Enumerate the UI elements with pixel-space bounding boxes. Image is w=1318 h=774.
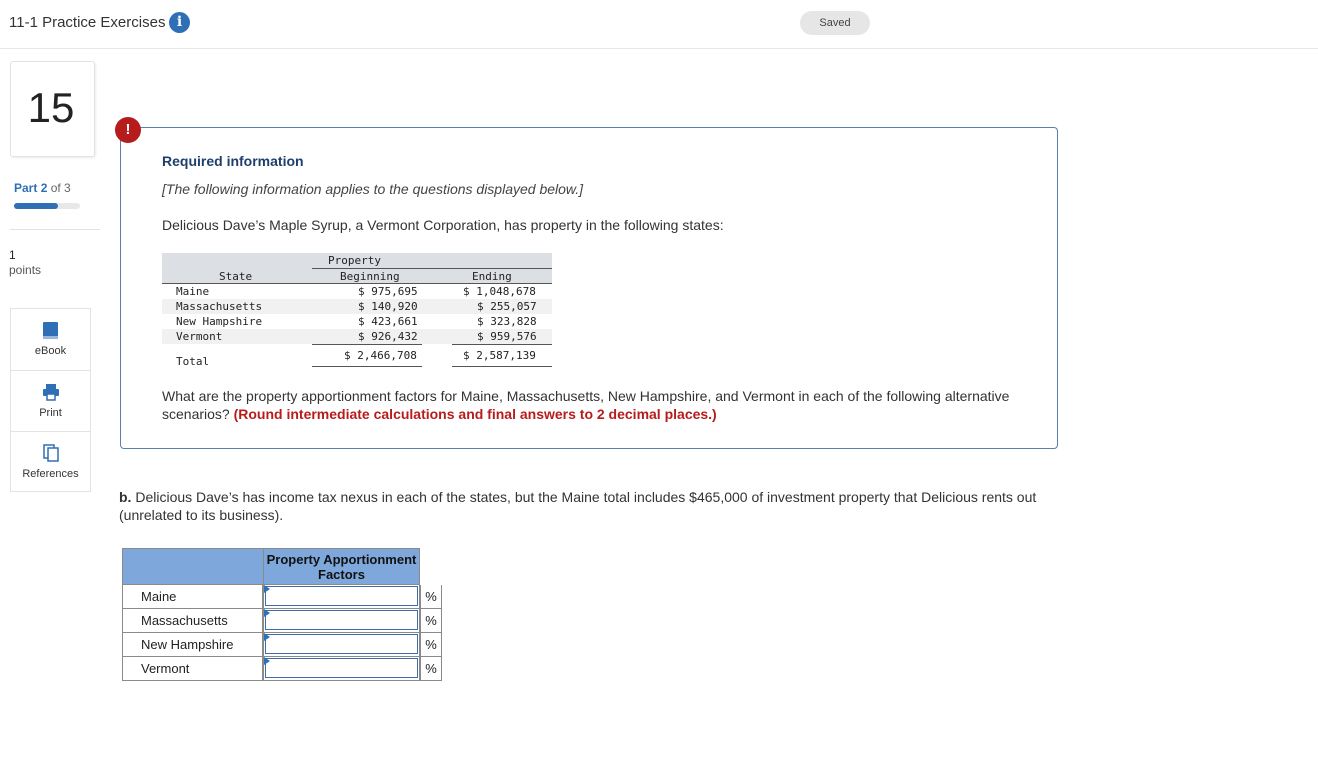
- row-state: Massachusetts: [176, 300, 263, 313]
- part-current: 2: [40, 181, 48, 195]
- header-line1: Property Apportionment: [266, 552, 417, 567]
- points-label: points: [9, 263, 42, 277]
- header-line2: Factors: [318, 567, 365, 582]
- answer-row-label-vermont: Vermont: [122, 657, 263, 681]
- col-state-header: State: [219, 270, 253, 283]
- total-double-underline-ending: [452, 366, 552, 367]
- question-number: 15: [27, 84, 75, 131]
- row-ending: $ 1,048,678: [463, 285, 536, 298]
- total-ending: $ 2,587,139: [463, 349, 536, 362]
- total-double-underline-beginning: [312, 366, 422, 367]
- assignment-title: 11-1 Practice Exercises: [9, 14, 166, 31]
- row-beginning: $ 140,920: [358, 300, 418, 313]
- percent-unit: %: [420, 633, 442, 657]
- cell-marker-icon: [264, 657, 270, 665]
- answer-table-header-blank: [122, 548, 264, 585]
- part-progress-fill: [14, 203, 58, 209]
- required-information-intro: Delicious Dave’s Maple Syrup, a Vermont Corporation, has property in the following states:: [162, 217, 724, 233]
- total-beginning: $ 2,466,708: [344, 349, 417, 362]
- book-icon: [41, 321, 61, 341]
- property-group-header: Property: [328, 254, 381, 267]
- row-ending: $ 323,828: [477, 315, 537, 328]
- info-icon[interactable]: i: [169, 12, 190, 33]
- new-hampshire-factor-input[interactable]: [265, 634, 418, 654]
- answer-table-header: [263, 548, 420, 585]
- question-number-box: [10, 61, 95, 157]
- col-beginning-header: Beginning: [340, 270, 400, 283]
- percent-unit: %: [420, 585, 442, 609]
- references-icon: [41, 443, 61, 463]
- tools-panel: [10, 308, 91, 492]
- answer-cell-massachusetts: [263, 609, 420, 633]
- row-state: Vermont: [176, 330, 223, 343]
- percent-unit: %: [420, 609, 442, 633]
- required-information-note: [The following information applies to the questions displayed below.]: [162, 181, 584, 197]
- answer-cell-vermont: [263, 657, 420, 681]
- row-ending: $ 959,576: [477, 330, 537, 343]
- row-state: New Hampshire: [176, 315, 263, 328]
- part-indicator: [14, 181, 71, 195]
- print-label: Print: [39, 407, 62, 419]
- row-ending: $ 255,057: [477, 300, 537, 313]
- saved-status-badge: Saved: [800, 11, 870, 35]
- print-button[interactable]: [11, 370, 90, 431]
- answer-row-label-maine: Maine: [122, 585, 263, 609]
- answer-cell-new-hampshire: [263, 633, 420, 657]
- table-row: [162, 299, 552, 314]
- part-b-label: b.: [119, 489, 132, 505]
- row-state: Maine: [176, 285, 210, 298]
- question-body: What are the property apportionment factors for Maine, Massachusetts, New Hampshire, and Vermont in each of the following alternative scenarios?: [162, 388, 1010, 422]
- part-b-body: Delicious Dave’s has income tax nexus in each of the states, but the Maine total includes $465,000 of investment property that Delicious rents out (unrelated to its business).: [119, 489, 1037, 523]
- header-divider: [312, 268, 552, 269]
- required-information-title: Required information: [162, 153, 304, 169]
- answer-cell-maine: [263, 585, 420, 609]
- answer-row-label-massachusetts: Massachusetts: [122, 609, 263, 633]
- part-prefix: Part: [14, 181, 38, 195]
- rounding-instruction: (Round intermediate calculations and final answers to 2 decimal places.): [233, 406, 717, 422]
- total-underline-ending: [452, 344, 552, 345]
- total-underline-beginning: [312, 344, 422, 345]
- percent-unit: %: [420, 657, 442, 681]
- vermont-factor-input[interactable]: [265, 658, 418, 678]
- total-label: Total: [176, 355, 210, 368]
- answer-row-label-new-hampshire: New Hampshire: [122, 633, 263, 657]
- table-row: [162, 284, 552, 299]
- top-bar: [0, 0, 1318, 49]
- table-total-row: [162, 347, 552, 367]
- row-beginning: $ 975,695: [358, 285, 418, 298]
- part-of: of 3: [50, 181, 71, 195]
- sidebar-divider: [10, 229, 100, 230]
- references-label: References: [22, 468, 79, 480]
- points-value: 1: [9, 248, 16, 262]
- row-beginning: $ 926,432: [358, 330, 418, 343]
- part-progress-bar: [14, 203, 80, 209]
- cell-marker-icon: [264, 609, 270, 617]
- references-button[interactable]: [11, 431, 90, 492]
- col-ending-header: Ending: [472, 270, 512, 283]
- part-b-text: [119, 488, 1059, 524]
- ebook-label: eBook: [34, 345, 67, 357]
- printer-icon: [41, 382, 61, 402]
- ebook-button[interactable]: [11, 309, 90, 370]
- row-beginning: $ 423,661: [358, 315, 418, 328]
- table-row: [162, 314, 552, 329]
- cell-marker-icon: [264, 585, 270, 593]
- cell-marker-icon: [264, 633, 270, 641]
- maine-factor-input[interactable]: [265, 586, 418, 606]
- massachusetts-factor-input[interactable]: [265, 610, 418, 630]
- alert-icon: !: [115, 117, 141, 143]
- question-text: [162, 387, 1022, 423]
- table-row: [162, 329, 552, 344]
